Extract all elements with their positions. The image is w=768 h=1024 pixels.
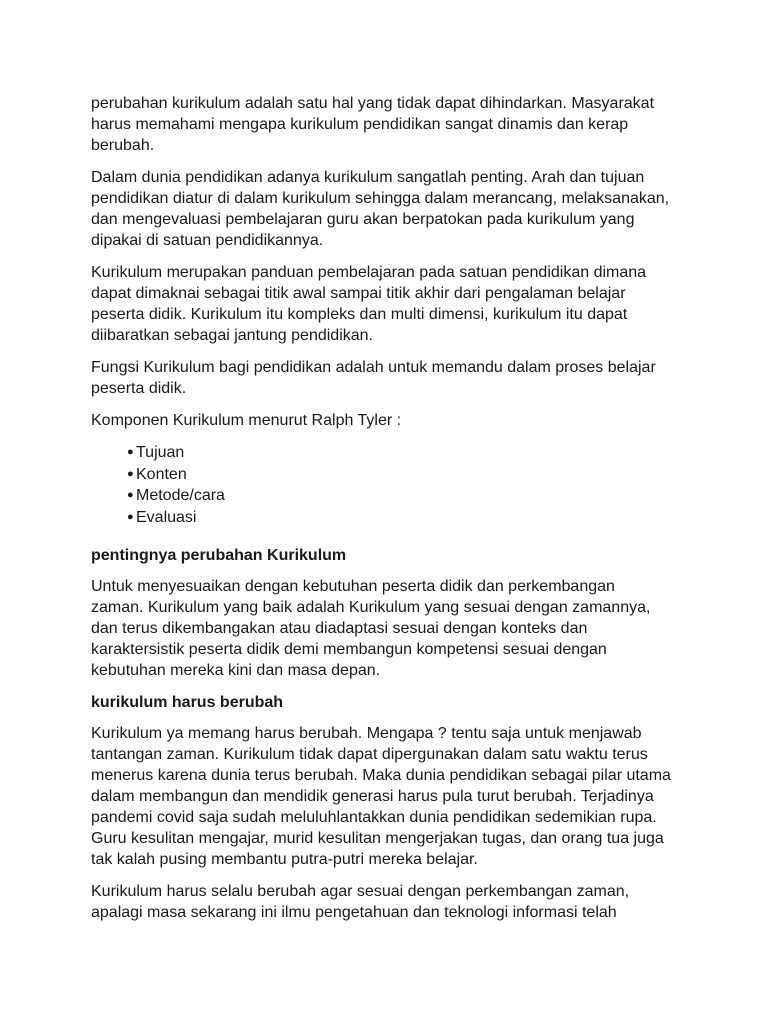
paragraph-definition: Kurikulum merupakan panduan pembelajaran pada satuan pendidikan dimana dapat dimaknai sebagai titik awal sampai titik akhir dari pengalaman belajar peserta didik. Kurikulum itu kompleks dan multi dimensi, kurikulum itu dapat diibaratkan sebagai jantung pendidikan. (91, 264, 647, 344)
components-list (91, 442, 688, 528)
paragraph-must-change-continued: Kurikulum harus selalu berubah agar sesuai dengan perkembangan zaman, apalagi masa sekarang ini ilmu pengetahuan dan teknologi informasi telah (91, 883, 630, 921)
list-item: ● Tujuan (127, 442, 688, 464)
paragraph-intro: perubahan kurikulum adalah satu hal yang tidak dapat dihindarkan. Masyarakat harus memahami mengapa kurikulum pendidikan sangat dinamis dan kerap berubah. (91, 95, 655, 154)
section-heading-must-change: kurikulum harus berubah (91, 694, 284, 711)
paragraph-function: Fungsi Kurikulum bagi pendidikan adalah untuk memandu dalam proses belajar peserta didik. (91, 359, 656, 397)
bullet-icon: ● (127, 489, 134, 501)
paragraph-must-change-body: Kurikulum ya memang harus berubah. Mengapa ? tentu saja untuk menjawab tantangan zaman. Kurikulum tidak dapat dipergunakan dalam satu waktu terus menerus karena dunia terus berubah. Maka dunia pendidikan sebagai pilar utama dalam membangun dan mendidik generasi harus pula turut berubah. Terjadinya pandemi covid saja sudah meluluhlantakkan dunia pendidikan sedemikian rupa. Guru kesulitan mengajar, murid kesulitan mengerjakan tugas, dan orang tua juga tak kalah pusing membantu putra-putri mereka belajar. (91, 725, 671, 868)
list-item: ● Metode/cara (127, 485, 688, 507)
paragraph-components-intro: Komponen Kurikulum menurut Ralph Tyler : (91, 412, 402, 429)
list-item: ● Evaluasi (127, 507, 688, 529)
list-item: ● Konten (127, 464, 688, 486)
paragraph-importance-body: Untuk menyesuaikan dengan kebutuhan peserta didik dan perkembangan zaman. Kurikulum yang baik adalah Kurikulum yang sesuai dengan zamannya, dan terus dikembangakan atau diadaptasi sesuai dengan konteks dan karaktersistik peserta didik demi membangun kompetensi sesuai dengan kebutuhan mereka kini dan masa depan. (91, 578, 651, 679)
bullet-icon: ● (127, 510, 134, 523)
bullet-icon: ● (127, 467, 134, 480)
paragraph-importance: Dalam dunia pendidikan adanya kurikulum sangatlah penting. Arah dan tujuan pendidikan diatur di dalam kurikulum sehingga dalam merancang, melaksanakan, dan mengevaluasi pembelajaran guru akan berpatokan pada kurikulum yang dipakai di satuan pendidikannya. (91, 169, 670, 249)
bullet-icon: ● (127, 446, 134, 458)
section-heading-importance: pentingnya perubahan Kurikulum (91, 547, 347, 564)
